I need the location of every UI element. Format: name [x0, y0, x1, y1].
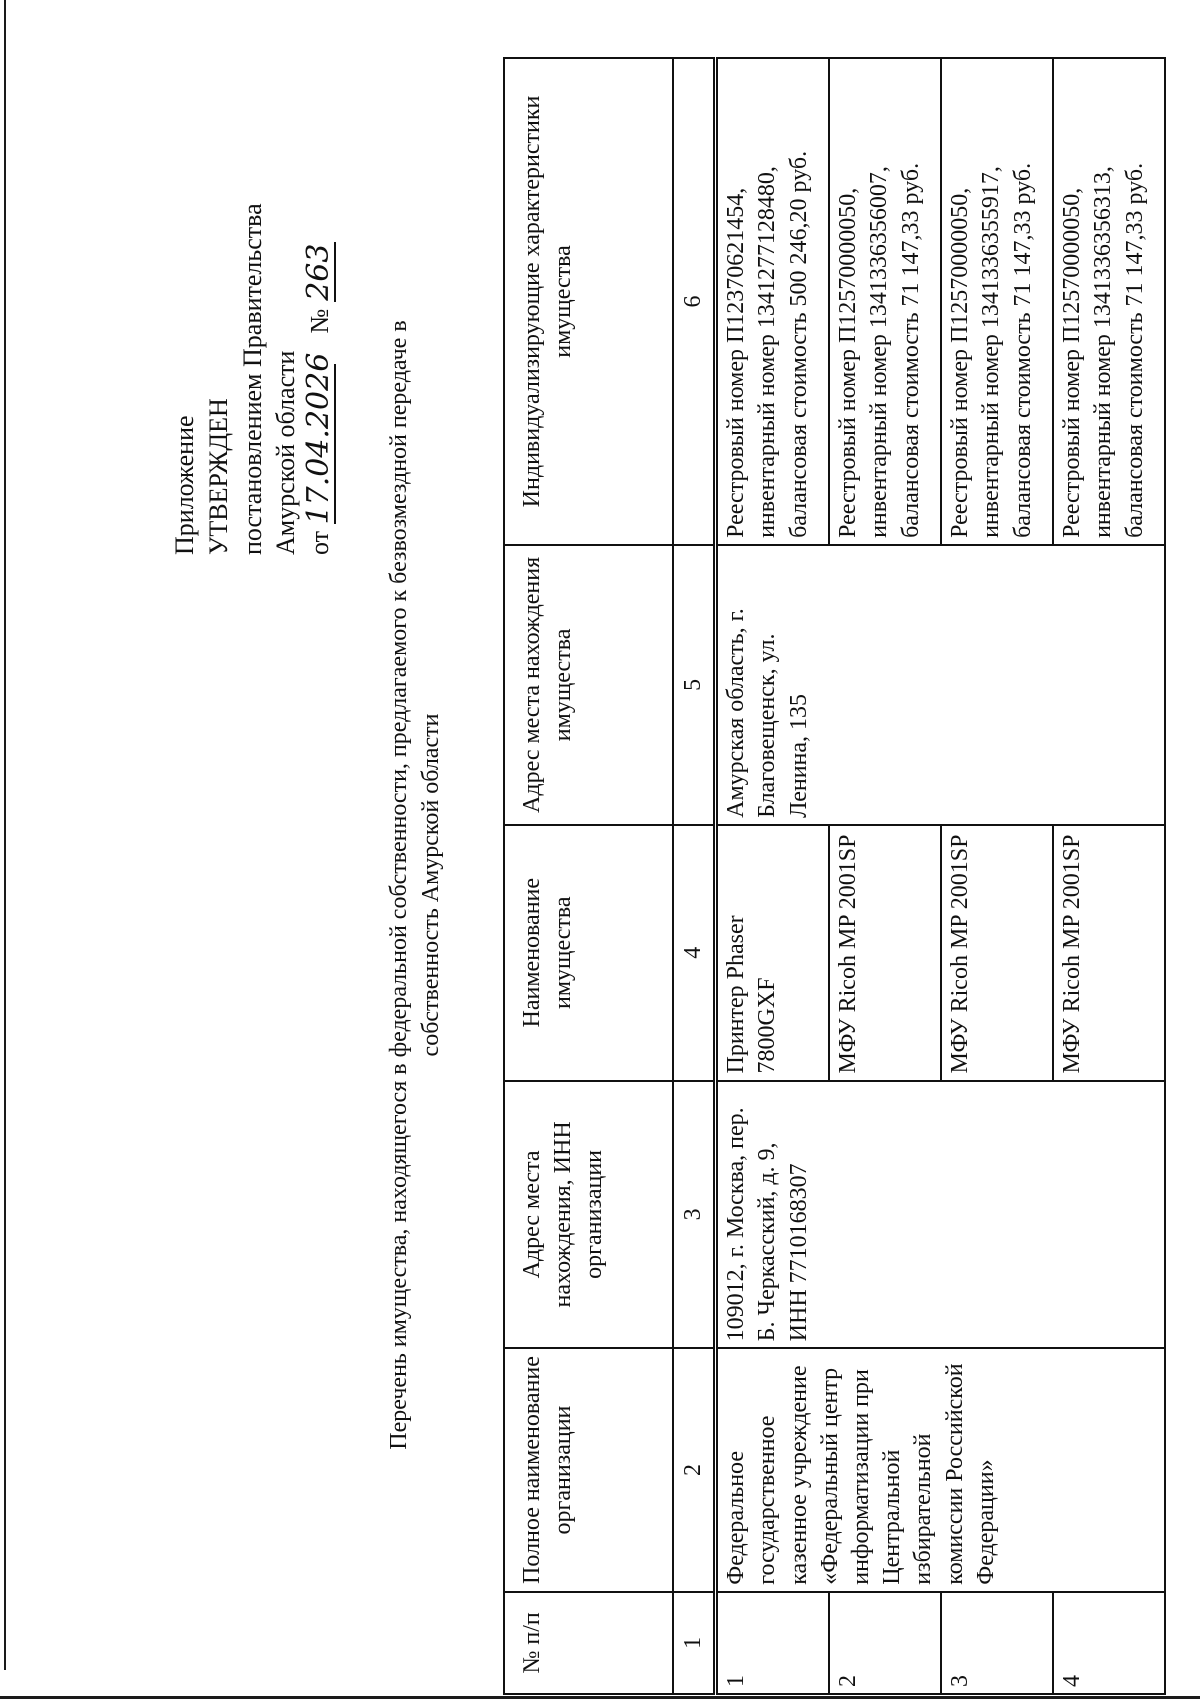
inventory-number: инвентарный номер 1341336356007,: [866, 166, 893, 538]
header-number: № п/п: [504, 1592, 673, 1694]
inventory-number: инвентарный номер 1341336355917,: [978, 166, 1005, 538]
property-characteristics: [941, 58, 1053, 545]
title-line-2: собственность Амурской области: [418, 713, 445, 1057]
inventory-number: инвентарный номер 1341277128480,: [754, 166, 781, 538]
balance-cost: балансовая стоимость 500 246,20 руб.: [785, 150, 812, 538]
header-organization: Полное наименование организации: [504, 1348, 673, 1591]
table-row: [716, 58, 830, 1694]
date-number-line: [303, 85, 337, 555]
column-number: 2: [673, 1348, 716, 1591]
row-number: 2: [829, 1592, 941, 1694]
registry-number: Реестровый номер П12570000050,: [947, 187, 974, 538]
balance-cost: балансовая стоимость 71 147,33 руб.: [1009, 162, 1036, 538]
property-name: Принтер Phaser 7800GXF: [716, 825, 830, 1081]
appendix-label: Приложение: [170, 415, 199, 555]
property-characteristics: [716, 58, 830, 545]
registry-number: Реестровый номер П12570000050,: [1059, 187, 1086, 538]
column-number: 5: [673, 545, 716, 825]
header-characteristics: Индивидуализирующие характеристики имущества: [504, 58, 673, 545]
header-organization-address: Адрес места нахождения, ИНН организации: [504, 1081, 673, 1349]
property-name: МФУ Ricoh MP 2001SP: [829, 825, 941, 1081]
column-number-row: [673, 58, 716, 1694]
registry-number: Реестровый номер П12370621454,: [723, 187, 750, 538]
row-number: 4: [1053, 1592, 1165, 1694]
column-number: 3: [673, 1081, 716, 1349]
organization-name: Федеральное государственное казенное учреждение «Федеральный центр информатизации при Центральной избирательной комиссии Российской Федерации»: [716, 1348, 1166, 1591]
column-number: 4: [673, 825, 716, 1081]
approved-label: УТВЕРЖДЕН: [203, 398, 233, 555]
table-header-row: [504, 58, 673, 1694]
column-number: 1: [673, 1592, 716, 1694]
organization-address-cell: [716, 1081, 1166, 1349]
title-line-1: Перечень имущества, находящегося в федеральной собственности, предлагаемого к безвозмездной передаче в: [386, 320, 412, 1450]
row-number: 1: [716, 1592, 830, 1694]
row-number: 3: [941, 1592, 1053, 1694]
number-prefix: №: [305, 308, 335, 334]
handwritten-number: 263: [301, 243, 337, 301]
balance-cost: балансовая стоимость 71 147,33 руб.: [1121, 162, 1148, 538]
property-name: МФУ Ricoh MP 2001SP: [1053, 825, 1165, 1081]
balance-cost: балансовая стоимость 71 147,33 руб.: [897, 162, 924, 538]
property-characteristics: [829, 58, 941, 545]
date-prefix: от: [305, 530, 335, 555]
header-property-address: Адрес места нахождения имущества: [504, 545, 673, 825]
property-table: [503, 57, 1166, 1695]
document-title: [383, 260, 448, 1510]
organization-address: 109012, г. Москва, пер. Б. Черкасский, д. 9,: [723, 1107, 781, 1342]
header-property-name: Наименование имущества: [504, 825, 673, 1081]
region-label: Амурской области: [271, 350, 301, 555]
resolution-label: постановлением Правительства: [237, 203, 267, 555]
registry-number: Реестровый номер П12570000050,: [835, 187, 862, 538]
handwritten-date: 17.04.2026: [301, 352, 337, 525]
appendix-block: [168, 85, 337, 555]
property-name: МФУ Ricoh MP 2001SP: [941, 825, 1053, 1081]
organization-inn: ИНН 7710168307: [785, 1163, 812, 1342]
inventory-number: инвентарный номер 1341336356313,: [1090, 166, 1117, 538]
column-number: 6: [673, 58, 716, 545]
property-address: Амурская область, г. Благовещенск, ул. Ленина, 135: [716, 545, 1166, 825]
property-characteristics: [1053, 58, 1165, 545]
